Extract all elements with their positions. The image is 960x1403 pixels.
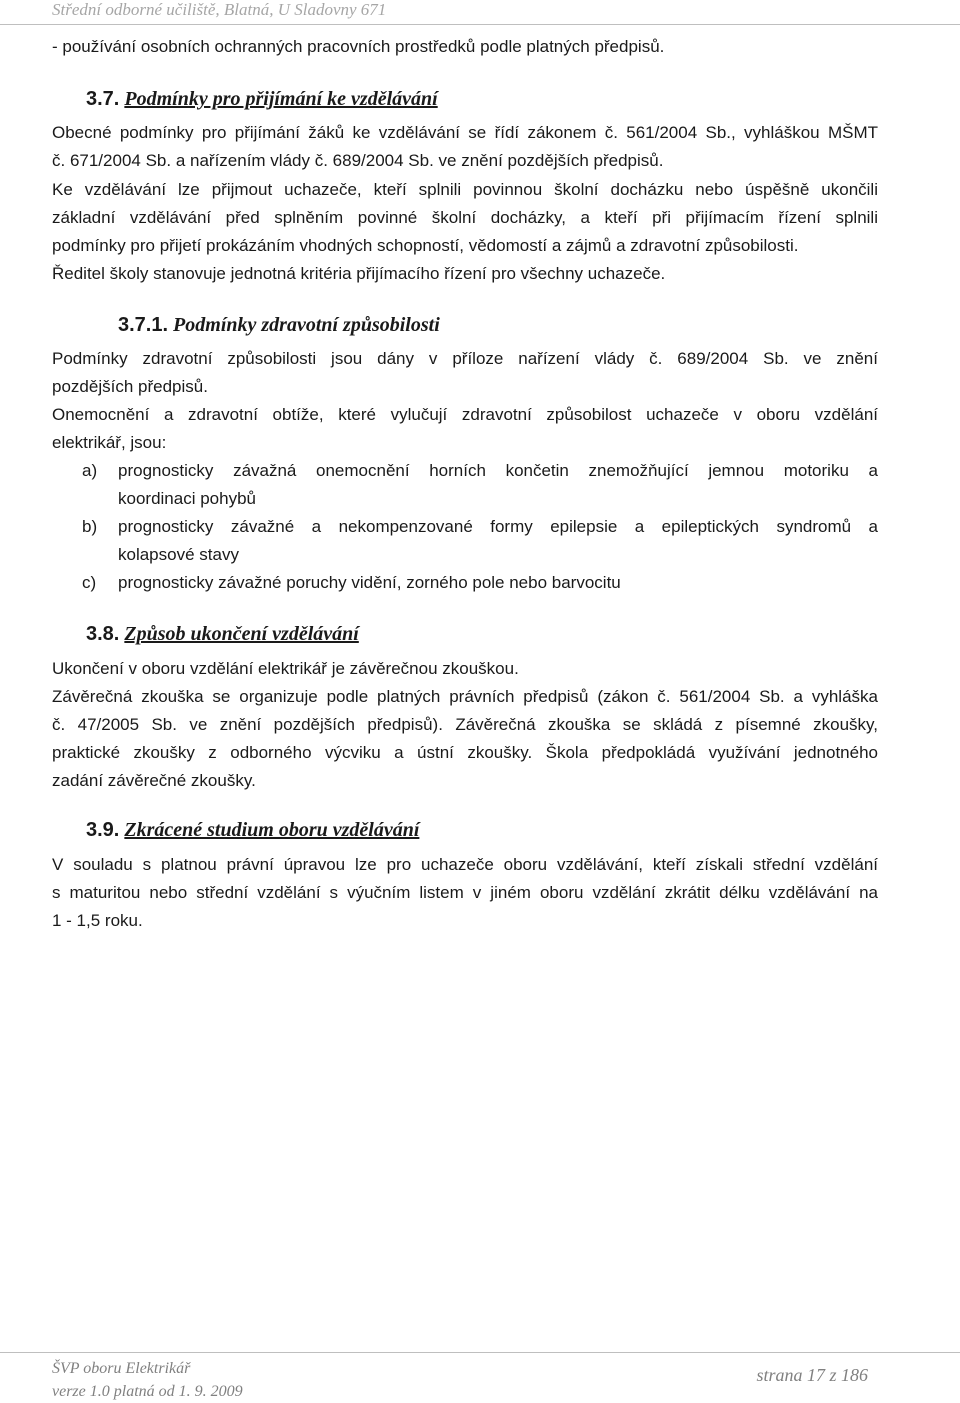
heading-3-9 bbox=[86, 819, 419, 842]
paragraph-line: pozdějších předpisů. bbox=[52, 377, 208, 396]
list-item-line: prognosticky závažné poruchy vidění, zorného pole nebo barvocitu bbox=[118, 573, 621, 592]
paragraph-line: V souladu s platnou právní úpravou lze pro uchazeče oboru vzdělávání, kteří získali střední vzdělání bbox=[52, 855, 878, 874]
paragraph-line: Ke vzdělávání lze přijmout uchazeče, kteří splnili povinnou školní docházku nebo úspěšně ukončili bbox=[52, 180, 878, 199]
heading-number: 3.7. bbox=[86, 88, 120, 110]
list-item-line: koordinaci pohybů bbox=[118, 489, 256, 508]
paragraph-line: praktické zkoušky z odborného výcviku a ústní zkoušky. Škola předpokládá využívání jednotného bbox=[52, 743, 878, 762]
heading-number: 3.8. bbox=[86, 623, 120, 645]
heading-title: Způsob ukončení vzdělávání bbox=[124, 623, 359, 645]
footer-doc-name: ŠVP oboru Elektrikář bbox=[52, 1360, 191, 1377]
heading-number: 3.7.1. bbox=[118, 314, 169, 336]
list-item-label: b) bbox=[82, 517, 98, 536]
heading-title: Podmínky zdravotní způsobilosti bbox=[173, 314, 440, 336]
footer-document-info bbox=[52, 1357, 243, 1403]
heading-title: Podmínky pro přijímání ke vzdělávání bbox=[124, 88, 438, 110]
heading-title: Zkrácené studium oboru vzdělávání bbox=[124, 819, 420, 841]
footer-version: verze 1.0 platná od 1. 9. 2009 bbox=[52, 1383, 243, 1400]
heading-3-8 bbox=[86, 623, 359, 646]
paragraph-line: zadání závěrečné zkoušky. bbox=[52, 771, 256, 790]
footer-page-number: strana 17 z 186 bbox=[756, 1365, 868, 1385]
paragraph-line: základní vzdělávání před splněním povinné školní docházky, a kteří při přijímacím řízení splnili bbox=[52, 208, 878, 227]
intro-bullet: - používání osobních ochranných pracovních prostředků podle platných předpisů. bbox=[52, 37, 665, 56]
paragraph-line: č. 47/2005 Sb. ve znění pozdějších předpisů). Závěrečná zkouška se skládá z písemné zkoušky, bbox=[52, 715, 878, 734]
page-header: Střední odborné učiliště, Blatná, U Sladovny 671 bbox=[52, 0, 387, 19]
paragraph-line: Onemocnění a zdravotní obtíže, které vylučují zdravotní způsobilost uchazeče v oboru vzdělání bbox=[52, 405, 878, 424]
paragraph-line: podmínky pro přijetí prokázáním vhodných schopností, vědomostí a zájmů a zdravotní způsobilosti. bbox=[52, 236, 799, 255]
paragraph-line: Obecné podmínky pro přijímání žáků ke vzdělávání se řídí zákonem č. 561/2004 Sb., vyhláškou MŠMT bbox=[52, 123, 878, 142]
paragraph-line: Závěrečná zkouška se organizuje podle platných právních předpisů (zákon č. 561/2004 Sb. a vyhláška bbox=[52, 687, 878, 706]
heading-3-7-1 bbox=[118, 314, 440, 337]
paragraph-line: elektrikář, jsou: bbox=[52, 433, 167, 452]
heading-3-7 bbox=[86, 88, 438, 111]
list-item-line: kolapsové stavy bbox=[118, 545, 239, 564]
list-item-line: prognosticky závažné a nekompenzované formy epilepsie a epileptických syndromů a bbox=[118, 517, 878, 536]
list-item-label: a) bbox=[82, 461, 98, 480]
paragraph-line: Ukončení v oboru vzdělání elektrikář je závěrečnou zkouškou. bbox=[52, 659, 519, 678]
list-item-line: prognosticky závažná onemocnění horních končetin znemožňující jemnou motoriku a bbox=[118, 461, 878, 480]
list-item-label: c) bbox=[82, 573, 97, 592]
paragraph-line: s maturitou nebo střední vzdělání s výučním listem v jiném oboru vzdělání zkrátit délku vzdělávání na bbox=[52, 883, 878, 902]
paragraph-line: 1 - 1,5 roku. bbox=[52, 911, 143, 930]
paragraph-line: č. 671/2004 Sb. a nařízením vlády č. 689/2004 Sb. ve znění pozdějších předpisů. bbox=[52, 151, 664, 170]
paragraph-line: Ředitel školy stanovuje jednotná kritéria přijímacího řízení pro všechny uchazeče. bbox=[52, 264, 666, 283]
footer-divider bbox=[0, 1352, 960, 1353]
heading-number: 3.9. bbox=[86, 819, 120, 841]
header-divider bbox=[0, 24, 960, 25]
paragraph-line: Podmínky zdravotní způsobilosti jsou dány v příloze nařízení vlády č. 689/2004 Sb. ve znění bbox=[52, 349, 878, 368]
